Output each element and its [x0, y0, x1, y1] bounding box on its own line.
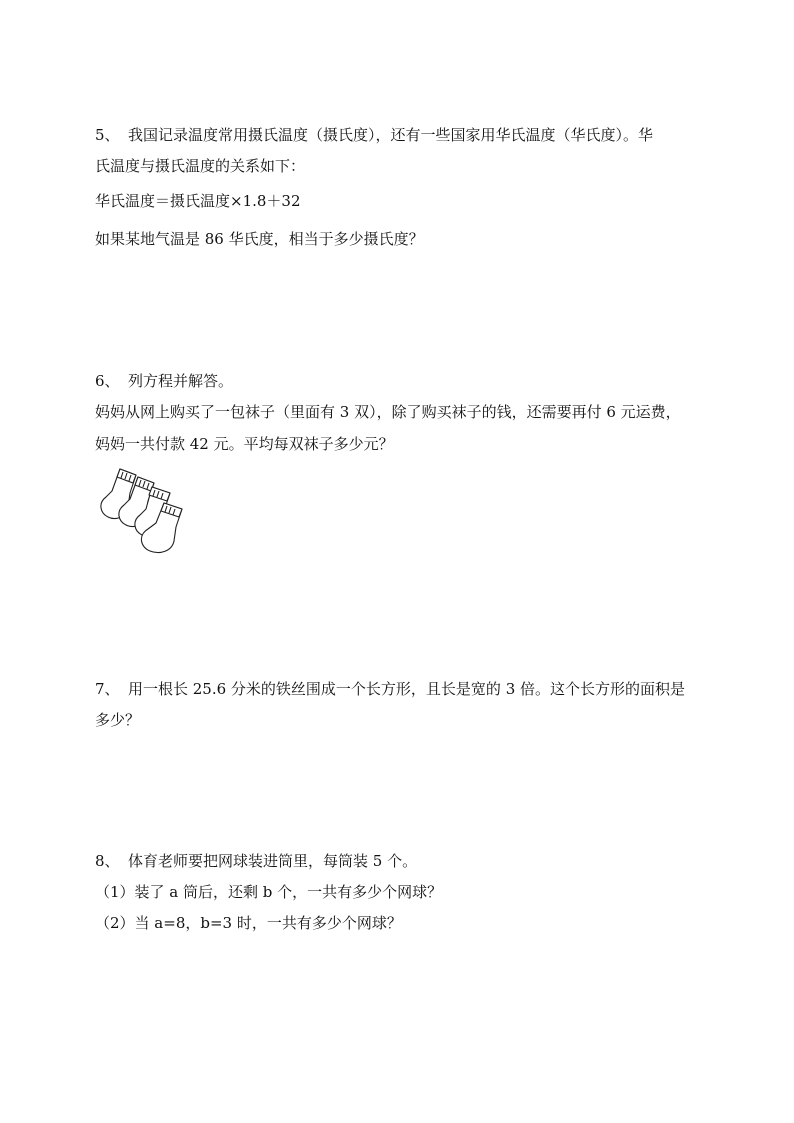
q8-number: 8、: [95, 852, 120, 870]
q7-number: 7、: [95, 680, 120, 698]
q6-line-title: [95, 371, 233, 391]
q7-text-2: 多少？: [95, 711, 141, 729]
q6-number: 6、: [95, 372, 120, 390]
q8-sub-2: （2）当 a=8，b=3 时，一共有多少个网球？: [95, 914, 402, 932]
q5-text-2: 氏温度与摄氏温度的关系如下：: [95, 157, 306, 175]
q8-line-title: [95, 851, 417, 871]
q5-number: 5、: [95, 126, 120, 144]
q8-title: 体育老师要把网球装进筒里，每筒装 5 个。: [128, 852, 418, 870]
q5-text-1: 我国记录温度常用摄氏温度（摄氏度），还有一些国家用华氏温度（华氏度）。华: [128, 126, 654, 144]
q7-line-1: [95, 679, 685, 699]
q6-title: 列方程并解答。: [128, 372, 234, 390]
q6-text-2: 妈妈一共付款 42 元。平均每双袜子多少元？: [95, 435, 394, 453]
q7-text-1: 用一根长 25.6 分米的铁丝围成一个长方形，且长是宽的 3 倍。这个长方形的面积是: [128, 680, 686, 698]
q6-text-1: 妈妈从网上购买了一包袜子（里面有 3 双），除了购买袜子的钱，还需要再付 6 元运费，: [95, 403, 681, 421]
q8-sub-1: （1）装了 a 筒后，还剩 b 个，一共有多少个网球？: [95, 883, 443, 901]
q5-line-1: [95, 125, 653, 145]
q5-formula: 华氏温度＝摄氏温度×1.8＋32: [95, 192, 301, 210]
socks-illustration-icon: [94, 463, 186, 559]
q5-question: 如果某地气温是 86 华氏度，相当于多少摄氏度？: [95, 230, 424, 248]
